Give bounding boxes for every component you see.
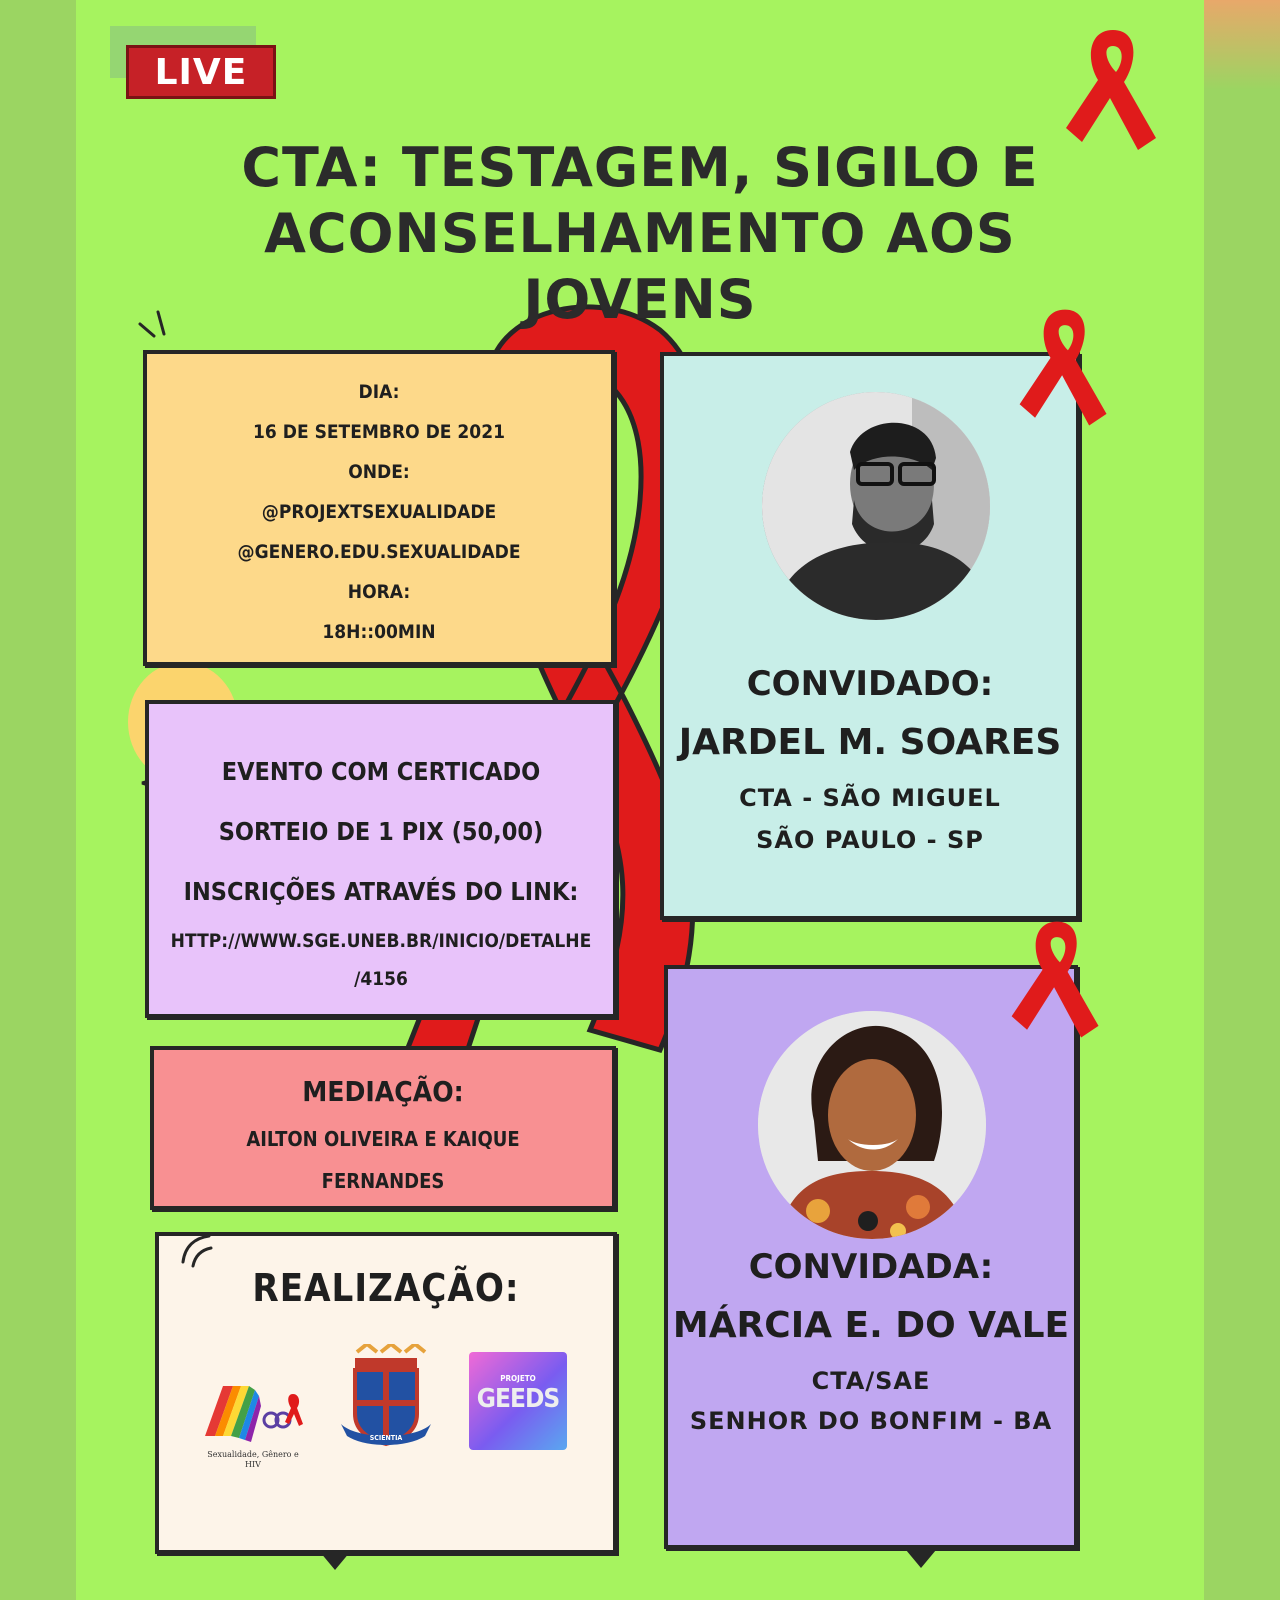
where-handle-1: @PROJEXTSEXUALIDADE [261, 501, 497, 523]
guest1-name: JARDEL M. SOARES [678, 722, 1062, 763]
geeds-label: GEEDS [476, 1384, 560, 1414]
registration-text: INSCRIÇÕES ATRAVÉS DO LINK: [183, 877, 579, 906]
mediation-card [150, 1046, 616, 1210]
event-details-card [145, 700, 617, 1018]
guest1-role: CONVIDADO: [746, 664, 994, 704]
title-line-1: CTA: TESTAGEM, SIGILO E [241, 136, 1039, 199]
guest2-org: CTA/SAE [811, 1367, 931, 1395]
realization-card [155, 1232, 617, 1554]
realization-label: REALIZAÇÃO: [252, 1266, 520, 1310]
rainbow-ribbon-icon [199, 1376, 307, 1446]
person-photo-icon [762, 392, 990, 620]
logo1-text: Sexualidade, Gênero e HIV [207, 1450, 299, 1469]
right-border [1204, 0, 1280, 1600]
guest2-avatar [758, 1011, 986, 1239]
mediator-names-1: AILTON OLIVEIRA E KAIQUE [246, 1127, 520, 1151]
mediator-names-2: FERNANDES [321, 1169, 445, 1193]
time-value: 18H::00MIN [322, 621, 436, 643]
crest-motto: SCIENTIA [369, 1434, 403, 1442]
where-handle-2: @GENERO.EDU.SEXUALIDADE [237, 541, 521, 563]
certificate-text: EVENTO COM CERTICADO [221, 757, 541, 786]
poster-title [150, 135, 1130, 333]
raffle-text: SORTEIO DE 1 PIX (50,00) [218, 817, 544, 846]
left-border [0, 0, 76, 1600]
pointer-left-icon [318, 1550, 352, 1572]
university-crest-logo [337, 1344, 435, 1454]
live-badge: LIVE [126, 45, 276, 99]
guest2-city: SENHOR DO BONFIM - BA [689, 1407, 1053, 1435]
person-photo-icon [758, 1011, 986, 1239]
day-label: DIA: [358, 381, 400, 403]
curve-marks-icon [173, 1226, 223, 1270]
geeds-project-logo [469, 1352, 567, 1450]
sexuality-gender-hiv-logo [199, 1376, 307, 1486]
spark-lines-icon [132, 304, 182, 344]
guest2-role: CONVIDADA: [748, 1247, 994, 1287]
guest1-city: SÃO PAULO - SP [756, 826, 984, 854]
registration-link-cont[interactable]: /4156 [354, 968, 408, 990]
day-value: 16 DE SETEMBRO DE 2021 [253, 421, 505, 443]
guest1-org: CTA - SÃO MIGUEL [739, 784, 1001, 812]
title-line-2: ACONSELHAMENTO AOS JOVENS [264, 202, 1016, 331]
red-ribbon-icon [1002, 912, 1112, 1052]
geeds-project-label: PROJETO [500, 1374, 536, 1383]
guest1-avatar [762, 392, 990, 620]
event-info-card [143, 350, 615, 666]
mediation-label: MEDIAÇÃO: [302, 1075, 464, 1108]
red-ribbon-icon [1010, 300, 1120, 440]
pointer-right-icon [904, 1548, 938, 1570]
guest2-name: MÁRCIA E. DO VALE [672, 1305, 1070, 1346]
guest-card-2 [664, 965, 1078, 1549]
registration-link[interactable]: HTTP://WWW.SGE.UNEB.BR/INICIO/DETALHE [170, 930, 592, 952]
time-label: HORA: [347, 581, 411, 603]
where-label: ONDE: [348, 461, 410, 483]
